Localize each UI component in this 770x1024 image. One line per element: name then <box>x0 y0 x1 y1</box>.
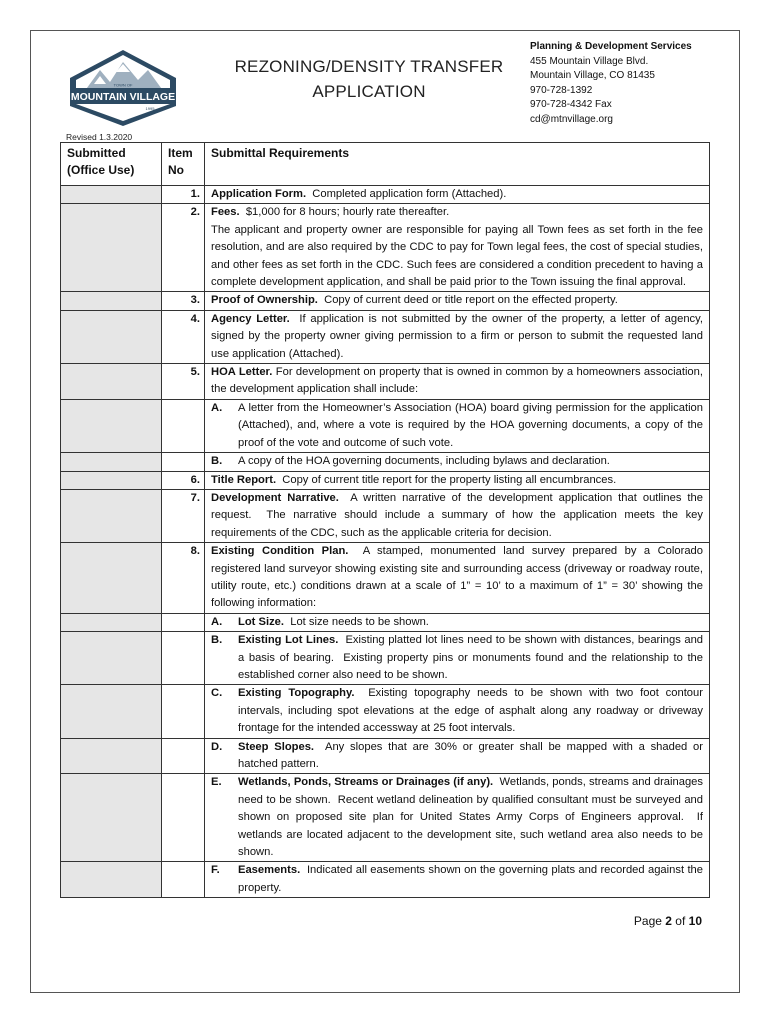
requirement-text <box>205 364 710 400</box>
item-number <box>162 738 205 774</box>
requirement-title: Agency Letter. <box>211 312 290 325</box>
office-use-cell[interactable] <box>61 489 162 542</box>
header-submitted-line1: Submitted <box>67 146 126 160</box>
office-use-cell[interactable] <box>61 685 162 738</box>
item-number: 6. <box>162 471 205 489</box>
requirement-description: A stamped, monumented land survey prepared by a Colorado registered land surveyor showing existing site and surrounding access (driveway or roadway route, utility route, etc.) conditions drawn at a scale of 1” = 10’ to a maximum of 1” = 30’ showing the following information: <box>211 545 707 610</box>
item-number: 4. <box>162 310 205 363</box>
requirement-description: For development on property that is owned in common by a homeowners association, the development application shall include: <box>211 366 707 396</box>
requirement-title: Existing Topography. <box>238 687 355 700</box>
requirement-text <box>205 774 710 862</box>
item-number <box>162 862 205 898</box>
office-use-cell[interactable] <box>61 613 162 631</box>
requirement-description: If application is not submitted by the owner of the property, a letter of agency, signed by the property owner giving permission to a firm or person to submit the requested land use application (Attached). <box>211 312 707 360</box>
office-use-cell[interactable] <box>61 862 162 898</box>
requirements-table <box>60 142 710 898</box>
sub-item-text <box>238 453 703 470</box>
table-row <box>61 204 710 292</box>
of-label: of <box>671 914 689 928</box>
logo-year: 1995 <box>145 106 155 111</box>
requirement-text <box>205 310 710 363</box>
table-row <box>61 453 710 471</box>
page-label: Page <box>633 914 666 928</box>
item-number: 8. <box>162 543 205 614</box>
item-number <box>162 613 205 631</box>
item-number <box>162 399 205 452</box>
requirement-description: Wetlands, ponds, streams and drainages need to be shown. Recent wetland delineation by qualified consultant must be surveyed and shown on proposed site plan for United States Army Corps of Engineers approval. If wetlands are located adjacent to the development site, such wetland area also needs to be shown. <box>238 776 707 859</box>
sub-item-letter: A. <box>211 401 223 414</box>
header-item-line1: Item <box>168 146 193 160</box>
table-row <box>61 471 710 489</box>
requirement-text <box>205 292 710 310</box>
header-item <box>162 143 205 186</box>
office-use-cell[interactable] <box>61 310 162 363</box>
requirement-title: Development Narrative. <box>211 491 339 504</box>
sub-item-text <box>238 685 707 737</box>
requirement-text <box>205 204 710 292</box>
requirement-title: Steep Slopes. <box>238 740 315 753</box>
item-number: 3. <box>162 292 205 310</box>
requirement-text <box>205 685 710 738</box>
table-row <box>61 862 710 898</box>
office-use-cell[interactable] <box>61 632 162 685</box>
requirement-text <box>205 862 710 898</box>
sub-item-letter: C. <box>211 687 223 700</box>
table-row <box>61 310 710 363</box>
table-row <box>61 632 710 685</box>
item-number <box>162 774 205 862</box>
table-row <box>61 774 710 862</box>
sub-item-letter: B. <box>211 634 223 647</box>
item-number <box>162 632 205 685</box>
requirement-description: A copy of the HOA governing documents, including bylaws and declaration. <box>238 455 610 468</box>
requirement-description: Copy of current deed or title report on the effected property. <box>317 294 618 307</box>
table-row <box>61 364 710 400</box>
office-use-cell[interactable] <box>61 364 162 400</box>
item-number: 2. <box>162 204 205 292</box>
requirement-description: Existing platted lot lines need to be shown with distances, bearings and a basis of bearing. Existing property pins or monuments found and the relationship to the established corner also need to be shown. <box>238 634 707 681</box>
requirement-description: Lot size needs to be shown. <box>284 615 429 628</box>
requirement-title: Title Report. <box>211 473 277 486</box>
requirement-title: Easements. <box>238 864 301 877</box>
header-submitted <box>61 143 162 186</box>
header-item-line2: No <box>168 163 184 177</box>
title-line-2: APPLICATION <box>312 82 426 101</box>
requirement-title: Existing Lot Lines. <box>238 634 339 647</box>
requirement-title: Existing Condition Plan. <box>211 545 349 558</box>
office-use-cell[interactable] <box>61 453 162 471</box>
sub-item-letter: A. <box>211 615 223 628</box>
office-use-cell[interactable] <box>61 543 162 614</box>
address: 455 Mountain Village Blvd. <box>530 55 649 67</box>
sub-item-text <box>238 862 707 897</box>
office-use-cell[interactable] <box>61 399 162 452</box>
item-number <box>162 685 205 738</box>
header-submitted-line2: (Office Use) <box>67 163 135 177</box>
item-number: 1. <box>162 186 205 204</box>
office-use-cell[interactable] <box>61 186 162 204</box>
fax: 970-728-4342 Fax <box>530 99 612 110</box>
sub-item-text <box>238 614 703 631</box>
sub-item-text <box>238 400 707 452</box>
header-requirements: Submittal Requirements <box>205 143 710 186</box>
requirement-description: $1,000 for 8 hours; hourly rate thereafter. <box>239 206 450 219</box>
table-row <box>61 543 710 614</box>
table-row <box>61 399 710 452</box>
requirement-title: Wetlands, Ponds, Streams or Drainages (if any). <box>238 776 494 789</box>
total-pages: 10 <box>688 914 702 928</box>
sub-item-letter: E. <box>211 776 222 789</box>
requirement-description: Indicated all easements shown on the governing plats and recorded against the property. <box>238 864 707 894</box>
requirement-text <box>205 738 710 774</box>
requirement-title: Lot Size. <box>238 615 284 628</box>
department-name: Planning & Development Services <box>530 41 692 52</box>
page-number <box>634 914 702 928</box>
table-row <box>61 489 710 542</box>
logo-top-text: TOWN OF <box>113 82 133 88</box>
requirement-text <box>205 613 710 631</box>
requirement-extra: The applicant and property owner are responsible for paying all Town fees as set forth in the fee resolution, and are also required by the CDC to pay for Town legal fees, the cost of special studies, and other fees as set forth in the CDC. Such fees are considered a condition precedent to having a complete development application, and shall be paid prior to the Town issuing the final approval. <box>211 223 703 289</box>
item-number <box>162 453 205 471</box>
requirement-text <box>205 632 710 685</box>
current-page: 2 <box>665 914 672 928</box>
city-state: Mountain Village, CO 81435 <box>530 70 655 81</box>
contact-block <box>530 40 692 127</box>
requirement-title: Application Form. <box>211 188 307 200</box>
requirement-description: Any slopes that are 30% or greater shall be mapped with a shaded or hatched pattern. <box>238 740 707 770</box>
logo-name: MOUNTAIN VILLAGE <box>70 91 176 103</box>
phone: 970-728-1392 <box>530 84 593 96</box>
requirement-text <box>205 399 710 452</box>
requirement-description: A letter from the Homeowner’s Association (HOA) board giving permission for the application (Attached), and, where a vote is required by the HOA governing documents, a copy of the proof of the vote and outcome of such vote. <box>238 401 707 449</box>
office-use-cell[interactable] <box>61 738 162 774</box>
sub-item-text <box>238 739 707 774</box>
requirement-description: Existing topography needs to be shown with two foot contour intervals, including spot elevations at the edge of asphalt along any roadway or driveway frontage for the intended accessway at 25 foot intervals. <box>238 687 707 735</box>
office-use-cell[interactable] <box>61 471 162 489</box>
table-row <box>61 292 710 310</box>
table-row <box>61 613 710 631</box>
office-use-cell[interactable] <box>61 292 162 310</box>
requirement-text <box>205 471 710 489</box>
title-line-1: REZONING/DENSITY TRANSFER <box>234 57 504 76</box>
email: cd@mtnvillage.org <box>530 113 613 125</box>
table-row <box>61 738 710 774</box>
requirement-title: HOA Letter. <box>211 366 273 379</box>
sub-item-letter: F. <box>211 864 220 877</box>
document-title <box>228 54 510 104</box>
requirement-text <box>205 543 710 614</box>
sub-item-letter: D. <box>211 740 223 753</box>
requirement-text <box>205 489 710 542</box>
revised-date: Revised 1.3.2020 <box>66 132 133 142</box>
requirement-description: Completed application form (Attached). <box>306 188 507 200</box>
requirement-description: A written narrative of the development application that outlines the request. The narrative should include a summary of how the application meets the key requirements of the CDC, such as the applicable criteria for decision. <box>211 491 707 539</box>
requirement-text <box>205 186 710 204</box>
office-use-cell[interactable] <box>61 204 162 292</box>
table-header-row <box>61 143 710 186</box>
table-row <box>61 685 710 738</box>
requirement-text <box>205 453 710 471</box>
requirement-description: Copy of current title report for the property listing all encumbrances. <box>276 473 617 486</box>
table-row <box>61 186 710 204</box>
sub-item-letter: B. <box>211 455 223 468</box>
requirement-title: Fees. <box>211 206 240 219</box>
sub-item-text <box>238 632 707 684</box>
sub-item-text <box>238 774 707 861</box>
mountain-village-logo <box>66 48 180 128</box>
requirement-title: Proof of Ownership. <box>211 294 318 307</box>
item-number: 7. <box>162 489 205 542</box>
item-number: 5. <box>162 364 205 400</box>
office-use-cell[interactable] <box>61 774 162 862</box>
